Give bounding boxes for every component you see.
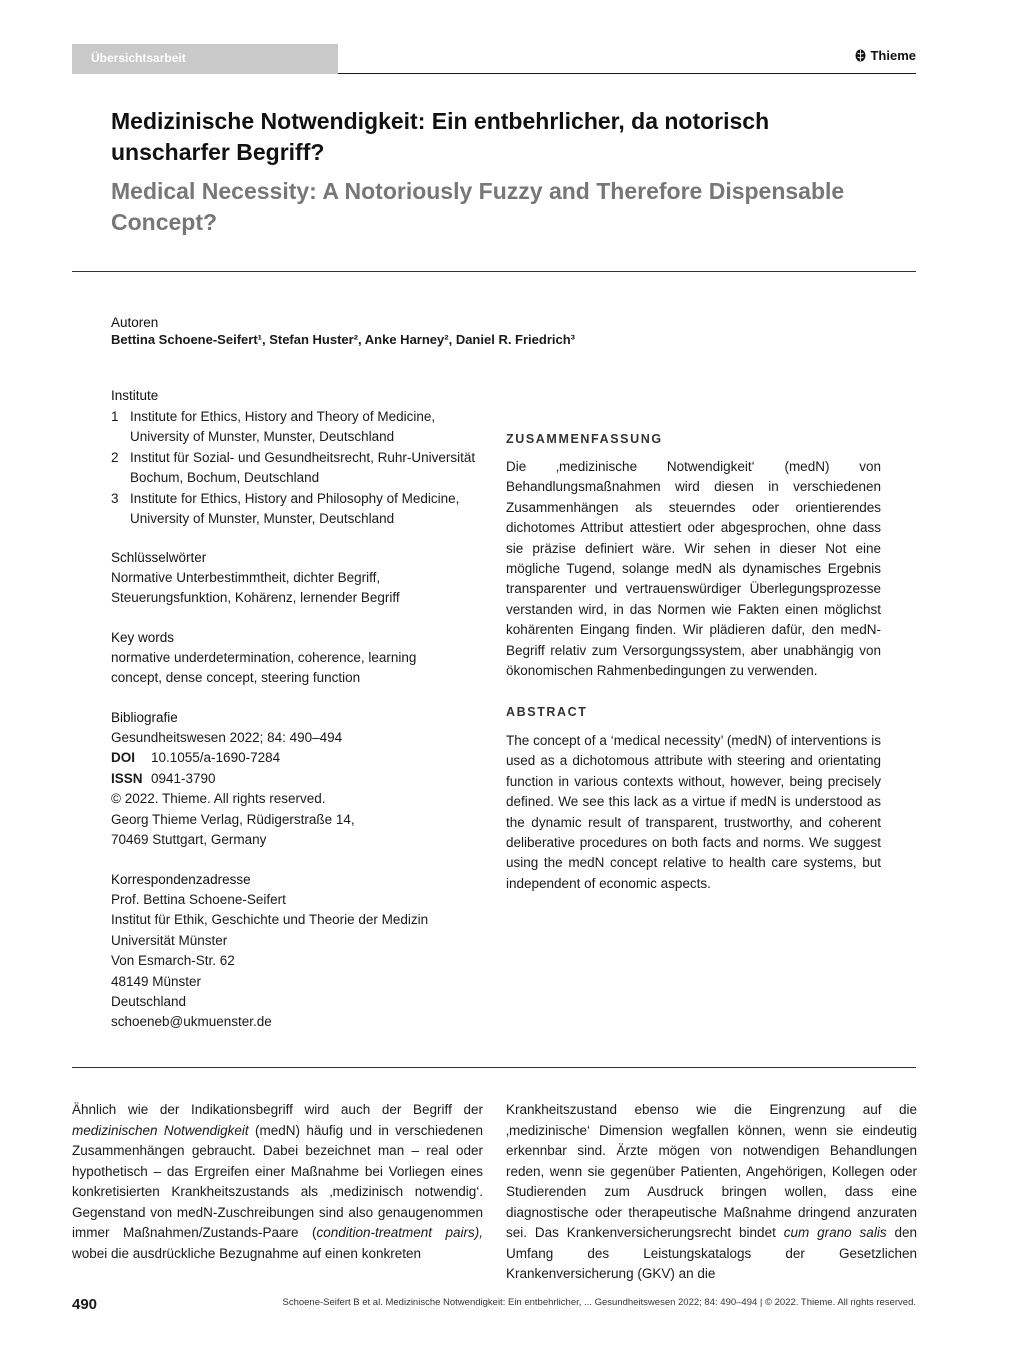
keywords-de-heading: Schlüsselwörter	[111, 550, 207, 565]
section-tab	[72, 44, 338, 74]
bibliography-block	[111, 728, 481, 850]
issn-line	[111, 769, 481, 789]
zusammenfassung-heading: ZUSAMMENFASSUNG	[506, 432, 663, 446]
abstract-text: The concept of a ‘medical necessity’ (medN) of interventions is used as a dichotomous attribute with steering and orientating function in various contexts without, however, being precisely defined. We see this lack as a virtue if medN is understood as the dynamic result of transparent, trustworthy, and coherent deliberative procedures on both facts and norms. We suggest using the medN concept relative to health care systems, but independent of economic aspects.	[506, 733, 881, 891]
authors-heading: Autoren	[111, 315, 159, 330]
publisher-logo	[855, 48, 916, 63]
title-german: Medizinische Notwendigkeit: Ein entbehrlicher, da notorisch unscharfer Begriff?	[111, 108, 770, 165]
journal-line: Gesundheitswesen 2022; 84: 490–494	[111, 730, 343, 745]
correspondence-line: 48149 Münster	[111, 973, 202, 989]
bibliography-heading: Bibliografie	[111, 710, 178, 725]
copyright-line: © 2022. Thieme. All rights reserved.	[111, 791, 326, 807]
abstract-heading: ABSTRACT	[506, 705, 588, 719]
body-text-italic: cum grano salis	[783, 1225, 887, 1240]
keywords-en-text: normative underdetermination, coherence, learning concept, dense concept, steering function	[111, 650, 417, 686]
institute-text: Institute for Ethics, History and Philosophy of Medicine, University of Munster, Munster, Deutschland	[130, 490, 460, 527]
institutes-list	[111, 407, 491, 529]
publisher-name: Thieme	[870, 48, 916, 63]
correspondence-block	[111, 890, 481, 1033]
doi-value[interactable]: 10.1055/a-1690-7284	[151, 750, 281, 766]
institutes-heading: Institute	[111, 388, 159, 403]
title-english: Medical Necessity: A Notoriously Fuzzy and Therefore Dispensable Concept?	[111, 178, 845, 235]
institute-number: 1	[111, 409, 119, 424]
institute-item	[111, 489, 491, 530]
keywords-en-heading: Key words	[111, 630, 175, 645]
section-label: Übersichtsarbeit	[91, 51, 186, 65]
author-list: Bettina Schoene-Seifert¹, Stefan Huster², Anke Harney², Daniel R. Friedrich³	[111, 332, 576, 347]
correspondence-line: Institut für Ethik, Geschichte und Theorie der Medizin	[111, 912, 429, 928]
correspondence-email[interactable]: schoeneb@ukmuenster.de	[111, 1014, 272, 1030]
institute-text: Institut für Sozial- und Gesundheitsrecht, Ruhr-Universität Bochum, Bochum, Deutschland	[130, 449, 476, 486]
correspondence-heading: Korrespondenzadresse	[111, 872, 251, 887]
correspondence-line: Von Esmarch-Str. 62	[111, 953, 235, 969]
correspondence-line: Deutschland	[111, 994, 187, 1010]
institute-item	[111, 448, 491, 489]
publisher-address-line: Georg Thieme Verlag, Rüdigerstraße 14,	[111, 811, 355, 827]
issn-label: ISSN	[111, 770, 143, 786]
issn-value: 0941-3790	[151, 770, 216, 786]
footer-citation: Schoene-Seifert B et al. Medizinische Notwendigkeit: Ein entbehrlicher, ... Gesundheitswesen 2022; 84: 490–494 | © 2022. Thieme. All rights reserved.	[282, 1297, 916, 1308]
body-text: Krankheitszustand ebenso wie die Eingrenzung auf die ‚medizinische‘ Dimension wegfallen können, wenn sie eindeutig erkennbar sind. Ärzte mögen von notwendigen Behandlungen reden, wenn sie gegenüber Patienten, Angehörigen, Kollegen oder Studierenden zum Ausdruck bringen wollen, dass eine diagnostische oder therapeutische Maßnahme dringend anzuraten sei. Das Krankenversicherungsrecht bindet	[506, 1102, 917, 1240]
correspondence-line: Prof. Bettina Schoene-Seifert	[111, 892, 286, 907]
thieme-logo-icon	[855, 49, 866, 62]
institute-item	[111, 407, 491, 448]
header-rule	[338, 73, 916, 74]
body-text: Ähnlich wie der Indikationsbegriff wird auch der Begriff der	[72, 1102, 483, 1117]
body-text: (medN) häufig und in verschiedenen Zusammenhängen gebraucht. Dabei bezeichnet man – real oder hypothetisch – das Ergreifen einer Maßnahme bei Vorliegen eines konkretisierten Krankheitszustands als ‚medizinisch notwendig‘. Gegenstand von medN-Zuschreibungen sind also genaugenommen immer Maßnahmen/Zustands-Paare (	[72, 1122, 483, 1240]
institute-number: 2	[111, 449, 119, 465]
body-text: den Umfang des Leistungskatalogs der Gesetzlichen Krankenversicherung (GKV) an die	[506, 1225, 918, 1281]
title-rule	[72, 271, 916, 272]
institute-text: Institute for Ethics, History and Theory of Medicine, University of Munster, Munster, Deutschland	[130, 409, 436, 445]
body-column-left	[72, 1100, 483, 1264]
correspondence-line: Universität Münster	[111, 932, 228, 948]
keywords-de-text: Normative Unterbestimmtheit, dichter Begriff, Steuerungsfunktion, Kohärenz, lernender Begriff	[111, 570, 400, 606]
body-column-right	[506, 1100, 917, 1285]
publisher-address-line: 70469 Stuttgart, Germany	[111, 832, 267, 848]
zusammenfassung-text: Die ‚medizinische Notwendigkeit‘ (medN) von Behandlungsmaßnahmen wird diesen in verschiedenen Zusammenhängen als steuerndes oder orientierendes dichotomes Attribut attestiert oder abgesprochen, ohne dass sie präzise definiert wäre. Wir sehen in dieser Not eine mögliche Tugend, solange medN als dynamisches Ergebnis transparenter und vertrauenswürdiger Überlegungsprozesse verstanden wird, in das Normen wie Fakten einen möglichst kohärenten Eingang finden. Wir plädieren dafür, den medN-Begriff relativ zum Versorgungssystem, aber unabhängig von ökonomischen Rahmenbedingungen zu verwenden.	[506, 459, 881, 679]
doi-label: DOI	[111, 750, 136, 766]
body-text-italic: condition-treatment pairs),	[316, 1225, 484, 1240]
page-number: 490	[72, 1296, 98, 1313]
body-text-italic: medizinischen Notwendigkeit	[72, 1122, 249, 1138]
body-text: wobei die ausdrückliche Bezugnahme auf einen konkreten	[72, 1245, 421, 1261]
institute-number: 3	[111, 490, 119, 506]
abstract-rule	[72, 1067, 916, 1068]
doi-line	[111, 748, 481, 768]
